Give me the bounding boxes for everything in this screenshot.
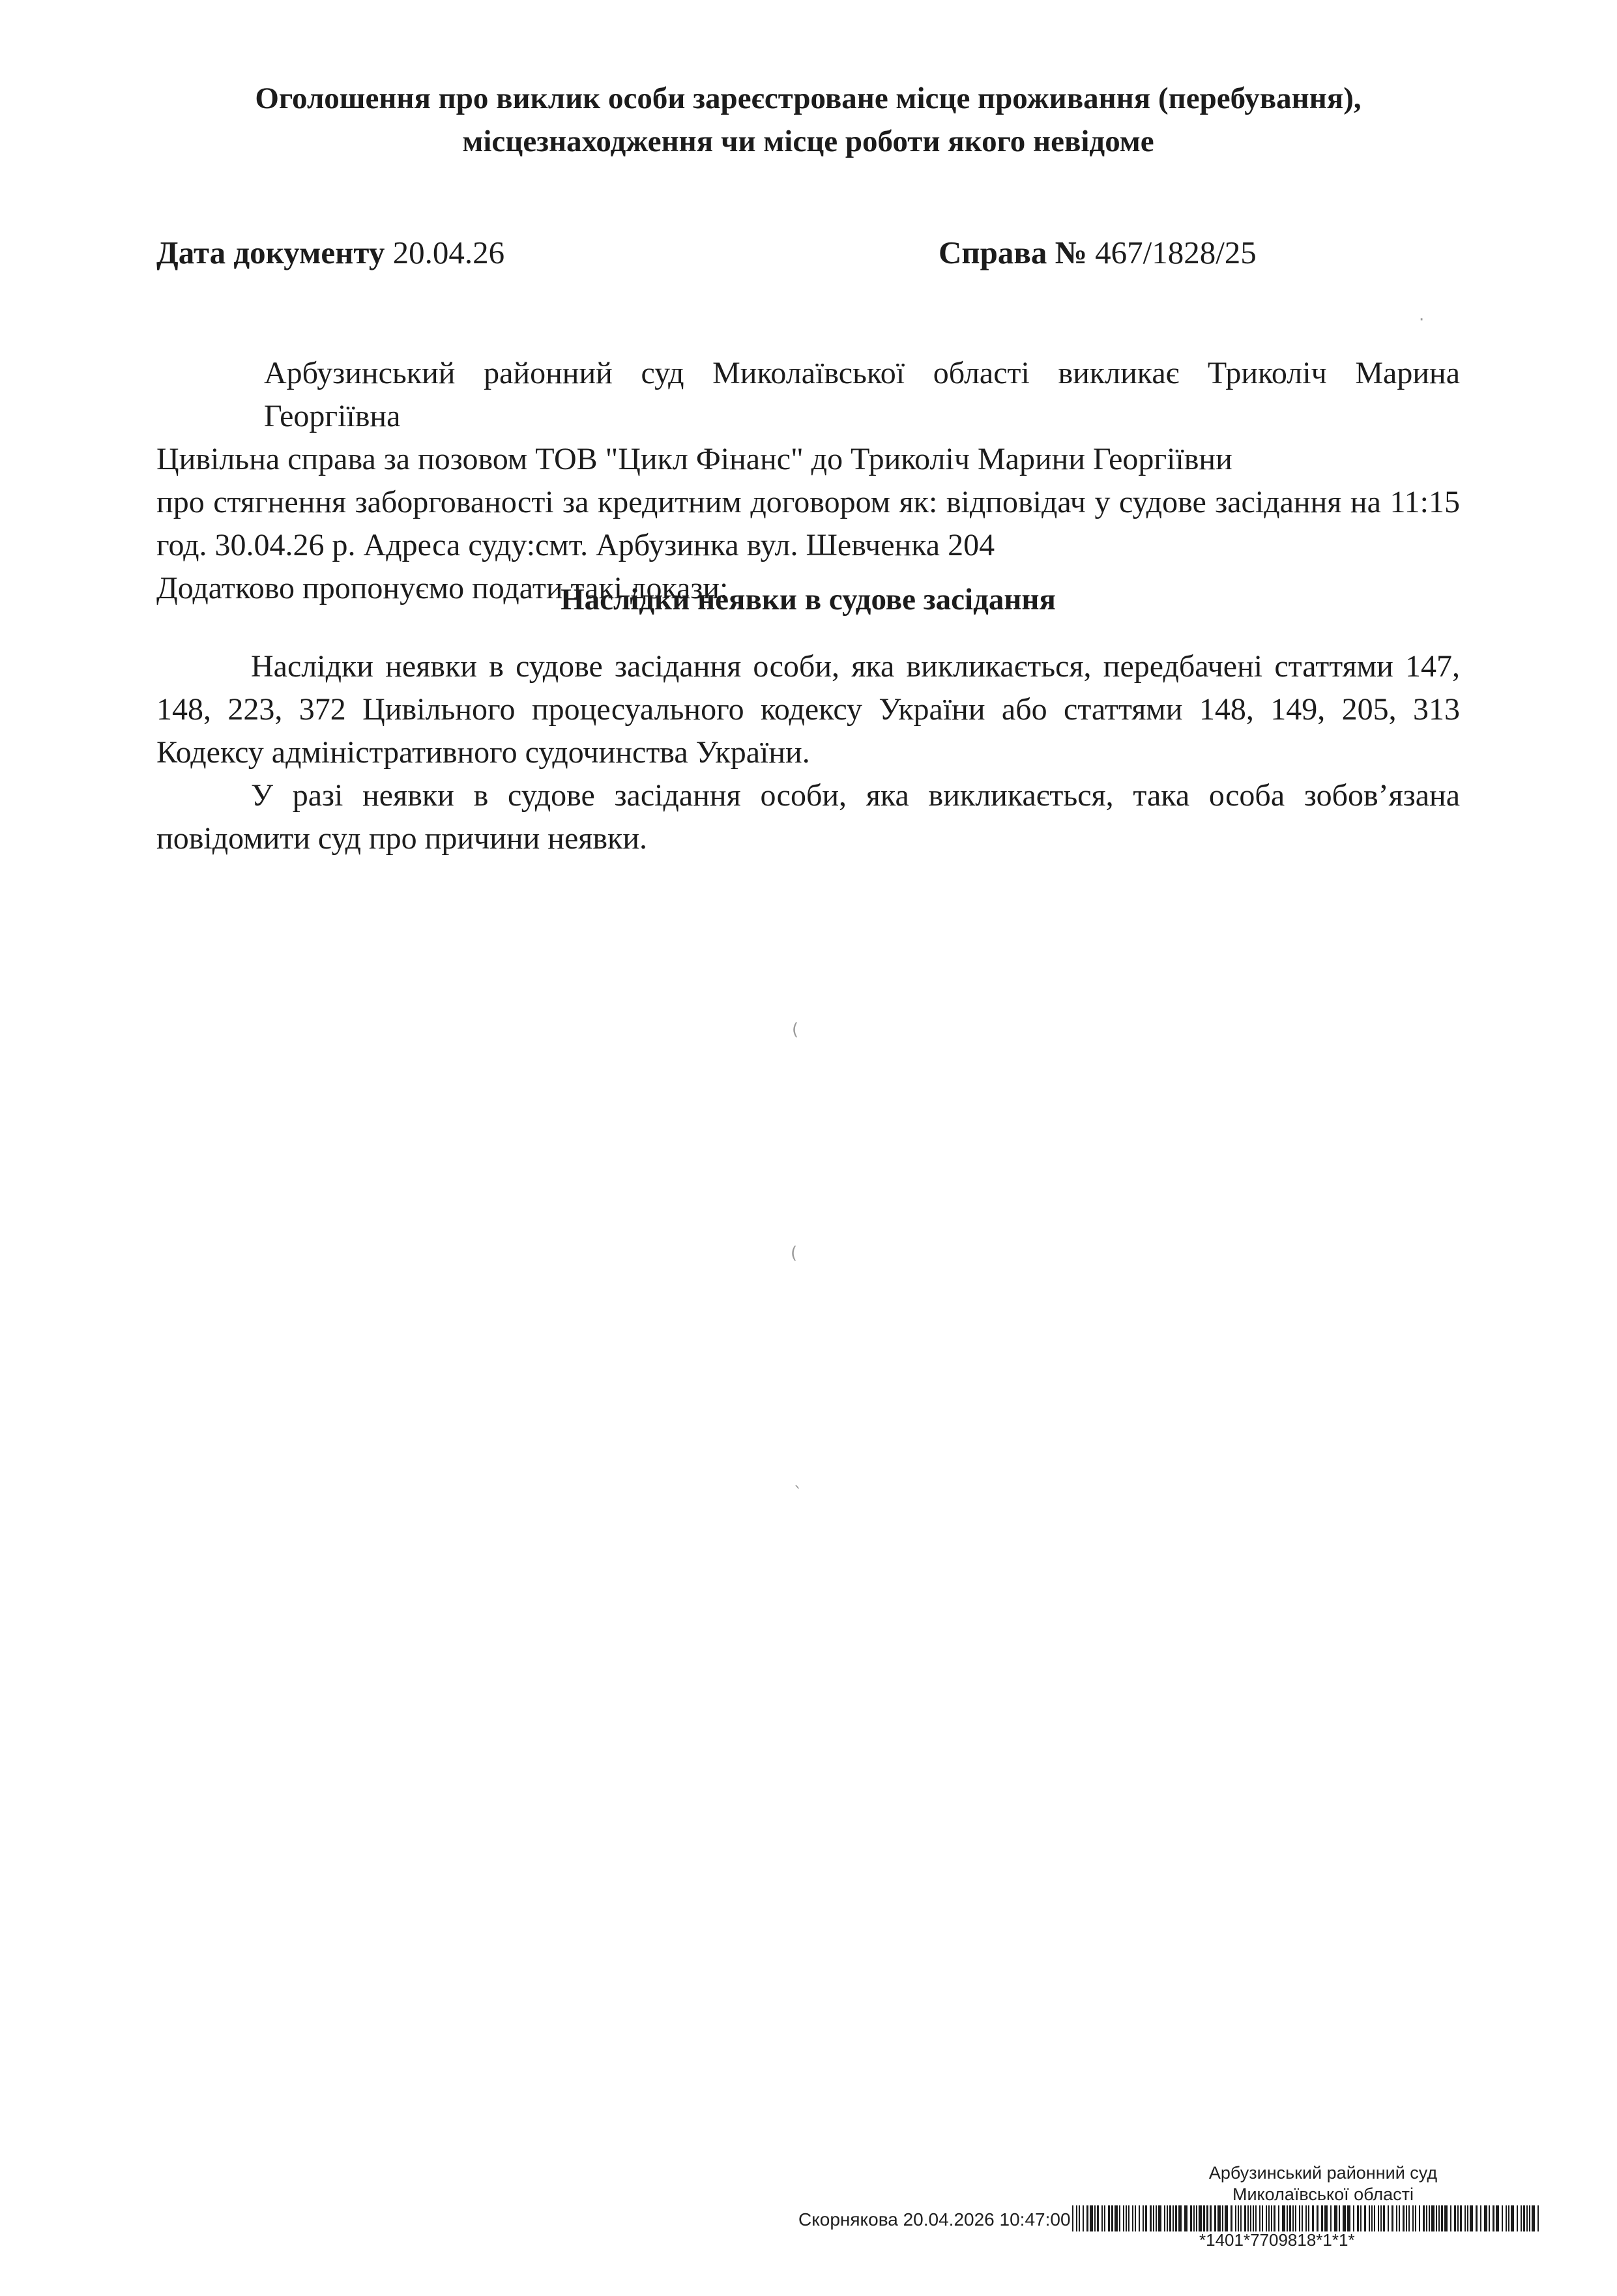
barcode-bar	[1175, 2205, 1177, 2231]
stamp-barcode-code: *1401*7709818*1*1*	[1199, 2230, 1355, 2250]
document-title	[156, 77, 1460, 163]
barcode-bar	[1330, 2205, 1332, 2231]
case-value: 467/1828/25	[1095, 235, 1257, 270]
barcode-bar	[1438, 2205, 1440, 2231]
barcode-bar	[1511, 2205, 1514, 2231]
barcode-bar	[1253, 2205, 1254, 2231]
barcode-bar	[1460, 2205, 1462, 2231]
barcode-bar	[1508, 2205, 1509, 2231]
barcode-bar	[1343, 2205, 1346, 2231]
stamp-court-name	[1186, 2162, 1460, 2205]
barcode-bar	[1173, 2205, 1174, 2231]
barcode-bar	[1493, 2205, 1494, 2231]
barcode-bar	[1403, 2205, 1405, 2231]
barcode-bar	[1347, 2205, 1350, 2231]
scan-speck: (	[792, 1020, 799, 1039]
barcode-bar	[1111, 2205, 1113, 2231]
barcode-bar	[1289, 2205, 1291, 2231]
barcode-bar	[1128, 2205, 1129, 2231]
barcode-bar	[1391, 2205, 1393, 2231]
barcode-bar	[1225, 2205, 1228, 2231]
barcode-bar	[1299, 2205, 1300, 2231]
barcode-bar	[1250, 2205, 1251, 2231]
summons-line: Арбузинський районний суд Миколаївської області викликає Триколіч Марина Георгіївна	[264, 356, 1460, 433]
barcode-bar	[1312, 2205, 1314, 2231]
barcode-bar	[1378, 2205, 1379, 2231]
barcode-bar	[1083, 2205, 1084, 2231]
barcode-bar	[1190, 2205, 1192, 2231]
barcode-bar	[1406, 2205, 1407, 2231]
barcode-bar	[1374, 2205, 1375, 2231]
barcode-bar	[1079, 2205, 1080, 2231]
summons-line: про стягнення заборгованості за кредитним договором як: відповідач у судове засідання на 11:15	[156, 485, 1460, 519]
barcode-bar	[1090, 2205, 1093, 2231]
barcode-bar	[1143, 2205, 1144, 2231]
barcode-bar	[1526, 2205, 1528, 2231]
barcode-bar	[1108, 2205, 1110, 2231]
stamp-signer: Скорнякова 20.04.2026 10:47:00	[798, 2209, 1071, 2230]
barcode-bar	[1076, 2205, 1077, 2231]
case-label: Справа №	[939, 235, 1087, 270]
consequences-line: Наслідки неявки в судове засідання особи, яка викликається, передбачені статтями 147,	[251, 649, 1460, 684]
barcode-bar	[1450, 2205, 1451, 2231]
barcode-bar	[1153, 2205, 1154, 2231]
barcode-bar	[1423, 2205, 1425, 2231]
consequences-line: Кодексу адміністративного судочинства України.	[156, 735, 810, 770]
barcode-bar	[1419, 2205, 1420, 2231]
consequences-line: 148, 223, 372 Цивільного процесуального кодексу України або статтями 148, 149, 205, 313	[156, 692, 1460, 727]
barcode-bar	[1150, 2205, 1152, 2231]
case-number	[939, 233, 1257, 272]
barcode-bar	[1444, 2205, 1448, 2231]
barcode-bar	[1476, 2205, 1478, 2231]
barcode-bar	[1123, 2205, 1124, 2231]
barcode-bar	[1537, 2205, 1539, 2231]
barcode-bar	[1388, 2205, 1389, 2231]
date-value: 20.04.26	[392, 235, 505, 270]
barcode-bar	[1357, 2205, 1359, 2231]
barcode-bar	[1415, 2205, 1416, 2231]
barcode-bar	[1244, 2205, 1246, 2231]
barcode-bar	[1278, 2205, 1279, 2231]
barcode-bar	[1521, 2205, 1522, 2231]
barcode-bar	[1104, 2205, 1105, 2231]
consequences-paragraph	[156, 645, 1460, 860]
barcode-bar	[1408, 2205, 1410, 2231]
barcode-bar	[1396, 2205, 1397, 2231]
barcode-bar	[1334, 2205, 1337, 2231]
barcode-bar	[1454, 2205, 1456, 2231]
barcode-bar	[1167, 2205, 1168, 2231]
barcode-bar	[1305, 2205, 1307, 2231]
barcode-bar	[1480, 2205, 1481, 2231]
barcode-bar	[1282, 2205, 1285, 2231]
document-date	[156, 233, 504, 272]
barcode-bar	[1441, 2205, 1443, 2231]
barcode-bar	[1210, 2205, 1212, 2231]
barcode-bar	[1496, 2205, 1499, 2231]
barcode-bar	[1380, 2205, 1382, 2231]
barcode-bar	[1489, 2205, 1490, 2231]
barcode-bar	[1274, 2205, 1275, 2231]
barcode-bar	[1517, 2205, 1518, 2231]
barcode-bar	[1206, 2205, 1208, 2231]
scan-speck: ·	[1419, 310, 1425, 330]
barcode-bar	[1238, 2205, 1239, 2231]
barcode-bar	[1217, 2205, 1221, 2231]
consequences-line: У разі неявки в судове засідання особи, яка викликається, така особа зобов’язана	[251, 778, 1460, 813]
barcode-bar	[1178, 2205, 1182, 2231]
barcode-bar	[1467, 2205, 1468, 2231]
barcode-bar	[1145, 2205, 1147, 2231]
barcode-bar	[1523, 2205, 1525, 2231]
barcode-bar	[1399, 2205, 1400, 2231]
barcode-bar	[1324, 2205, 1328, 2231]
barcode-bar	[1412, 2205, 1414, 2231]
barcode-bar	[1429, 2205, 1430, 2231]
barcode-bar	[1464, 2205, 1466, 2231]
barcode-bar	[1259, 2205, 1260, 2231]
barcode-bar	[1457, 2205, 1459, 2231]
barcode-bar	[1203, 2205, 1205, 2231]
barcode-bar	[1222, 2205, 1223, 2231]
barcode-bar	[1295, 2205, 1296, 2231]
barcode-bar	[1426, 2205, 1427, 2231]
summons-line: Цивільна справа за позовом ТОВ "Цикл Фінанс" до Триколіч Марини Георгіївни	[156, 442, 1232, 476]
barcode-bar	[1266, 2205, 1267, 2231]
barcode-bar	[1235, 2205, 1236, 2231]
barcode-bar	[1126, 2205, 1127, 2231]
barcode-bar	[1287, 2205, 1288, 2231]
barcode-bar	[1135, 2205, 1136, 2231]
barcode-bar	[1353, 2205, 1354, 2231]
barcode-bar	[1101, 2205, 1103, 2231]
barcode-bar	[1431, 2205, 1435, 2231]
summons-line: Додатково пропонуємо подати такі докази:	[156, 571, 729, 605]
barcode-bar	[1247, 2205, 1249, 2231]
barcode-bar	[1086, 2205, 1088, 2231]
barcode-bar	[1339, 2205, 1340, 2231]
barcode-bar	[1132, 2205, 1133, 2231]
barcode-bar	[1255, 2205, 1257, 2231]
barcode-bar	[1271, 2205, 1272, 2231]
barcode-image	[1072, 2205, 1541, 2231]
barcode-bar	[1383, 2205, 1385, 2231]
barcode-bar	[1114, 2205, 1118, 2231]
barcode-bar	[1196, 2205, 1197, 2231]
barcode-bar	[1360, 2205, 1362, 2231]
barcode-bar	[1240, 2205, 1242, 2231]
barcode-bar	[1364, 2205, 1366, 2231]
barcode-bar	[1169, 2205, 1171, 2231]
barcode-bar	[1371, 2205, 1373, 2231]
barcode-bar	[1199, 2205, 1202, 2231]
barcode-bar	[1369, 2205, 1370, 2231]
date-label: Дата документу	[156, 235, 385, 270]
consequences-line: повідомити суд про причини неявки.	[156, 821, 647, 856]
barcode-bar	[1214, 2205, 1216, 2231]
barcode-bar	[1184, 2205, 1187, 2231]
barcode-bar	[1231, 2205, 1232, 2231]
barcode-bar	[1268, 2205, 1270, 2231]
barcode-bar	[1506, 2205, 1507, 2231]
barcode-bar	[1436, 2205, 1437, 2231]
barcode-bar	[1292, 2205, 1294, 2231]
barcode-bar	[1532, 2205, 1535, 2231]
barcode-bar	[1529, 2205, 1530, 2231]
consequences-heading: Наслідки неявки в судове засідання	[561, 583, 1056, 617]
e-signature-stamp	[769, 2162, 1558, 2267]
barcode-bar	[1317, 2205, 1318, 2231]
barcode-bar	[1097, 2205, 1099, 2231]
scan-speck: ˎ	[794, 1470, 802, 1489]
stamp-court-line: Миколаївської області	[1232, 2185, 1414, 2204]
barcode-bar	[1193, 2205, 1195, 2231]
barcode-bar	[1094, 2205, 1096, 2231]
barcode-bar	[1502, 2205, 1503, 2231]
scan-speck: (	[791, 1243, 798, 1263]
barcode-bar	[1470, 2205, 1473, 2231]
barcode-bar	[1262, 2205, 1263, 2231]
barcode-bar	[1156, 2205, 1157, 2231]
barcode-bar	[1302, 2205, 1303, 2231]
barcode-bar	[1139, 2205, 1140, 2231]
summons-line: год. 30.04.26 р. Адреса суду:смт. Арбузинка вул. Шевченка 204	[156, 528, 995, 562]
barcode-bar	[1158, 2205, 1161, 2231]
barcode-bar	[1321, 2205, 1323, 2231]
title-line-1: Оголошення про виклик особи зареєстроване місце проживання (перебування),	[255, 81, 1362, 115]
barcode-bar	[1164, 2205, 1165, 2231]
barcode-bar	[1072, 2205, 1073, 2231]
barcode-bar	[1484, 2205, 1487, 2231]
summons-paragraph	[156, 352, 1460, 610]
barcode-bar	[1119, 2205, 1120, 2231]
title-line-2: місцезнаходження чи місце роботи якого невідоме	[462, 124, 1154, 158]
barcode-bar	[1308, 2205, 1309, 2231]
stamp-court-line: Арбузинський районний суд	[1208, 2163, 1438, 2183]
